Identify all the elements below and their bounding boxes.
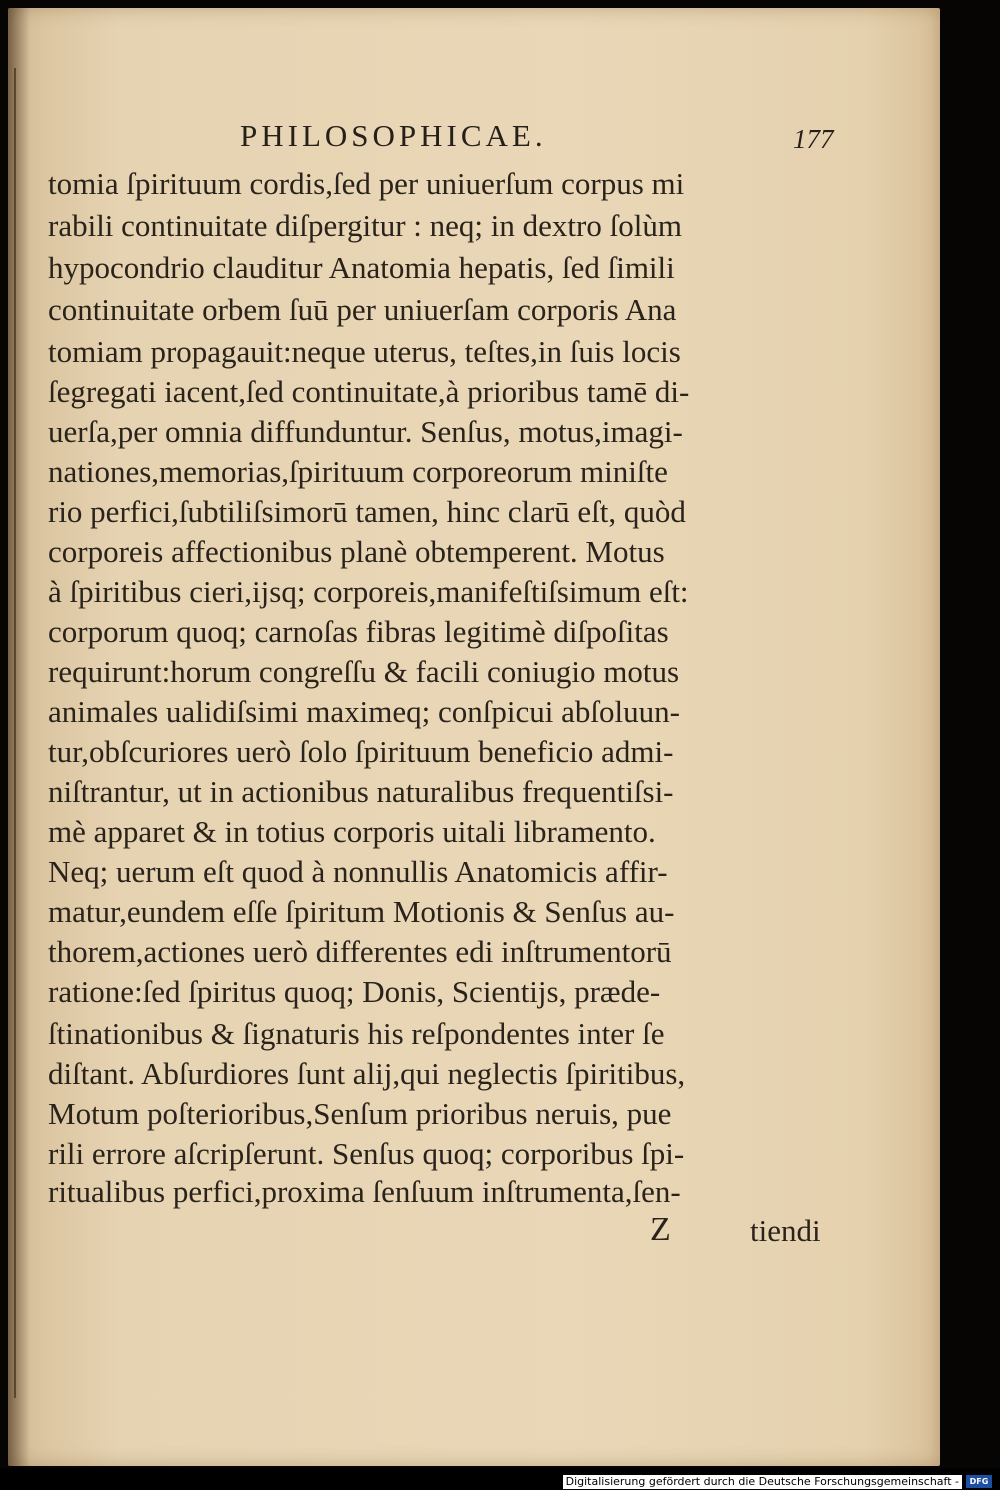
running-head: PHILOSOPHICAE. <box>240 118 547 153</box>
text-line: uerſa,per omnia diffunduntur. Senſus, motus,imagi- <box>48 414 683 449</box>
text-line: animales ualidiſsimi maximeq; conſpicui abſoluun- <box>48 694 680 729</box>
text-line: niſtrantur, ut in actionibus naturalibus frequentiſsi- <box>48 774 674 809</box>
text-line: diſtant. Abſurdiores ſunt alij,qui neglectis ſpiritibus, <box>48 1056 686 1091</box>
text-line: mè apparet & in totius corporis uitali libramento. <box>48 814 656 849</box>
text-line: requirunt:horum congreſſu & facili coniugio motus <box>48 654 680 689</box>
book-page <box>8 8 940 1466</box>
digitization-credit: Digitalisierung gefördert durch die Deutsche Forschungsgemeinschaft - <box>563 1475 962 1489</box>
page-number: 177 <box>793 124 834 154</box>
text-line: ratione:ſed ſpiritus quoq; Donis, Scientijs, præde- <box>48 974 661 1009</box>
signature-mark: Z <box>650 1211 671 1248</box>
text-line: tomia ſpirituum cordis,ſed per uniuerſum corpus mi <box>48 166 685 201</box>
text-line: à ſpiritibus cieri,ijsq; corporeis,manifeſtiſsimum eſt: <box>48 574 689 609</box>
text-line: Motum poſterioribus,Senſum prioribus neruis, pue <box>48 1096 672 1131</box>
text-line: matur,eundem eſſe ſpiritum Motionis & Senſus au- <box>48 894 675 929</box>
text-line: tur,obſcuriores uerò ſolo ſpirituum beneficio admi- <box>48 734 674 769</box>
text-line: tomiam propagauit:neque uterus, teſtes,in ſuis locis <box>48 334 681 369</box>
text-line: nationes,memorias,ſpirituum corporeorum miniſte <box>48 454 668 489</box>
text-line: Neq; uerum eſt quod à nonnullis Anatomicis affir- <box>48 854 668 889</box>
text-line: continuitate orbem ſuū per uniuerſam corporis Ana <box>48 292 677 327</box>
text-line: hypocondrio clauditur Anatomia hepatis, ſed ſimili <box>48 250 675 285</box>
text-line: rili errore aſcripſerunt. Senſus quoq; corporibus ſpi- <box>48 1136 685 1171</box>
text-line: ritualibus perfici,proxima ſenſuum inſtrumenta,ſen- <box>48 1174 681 1209</box>
gutter-shadow <box>8 8 30 1466</box>
text-line: corporum quoq; carnoſas fibras legitimè diſpoſitas <box>48 614 669 649</box>
text-line: rabili continuitate diſpergitur : neq; in dextro ſolùm <box>48 208 682 243</box>
text-line: corporeis affectionibus planè obtemperent. Motus <box>48 534 665 569</box>
text-line: ſegregati iacent,ſed continuitate,à prioribus tamē di- <box>48 374 690 409</box>
dfg-logo: DFG <box>966 1475 992 1488</box>
text-line: ſtinationibus & ſignaturis his reſpondentes inter ſe <box>48 1016 665 1051</box>
gutter-line <box>14 68 16 1398</box>
text-line: rio perfici,ſubtiliſsimorū tamen, hinc clarū eſt, quòd <box>48 494 686 529</box>
text-line: thorem,actiones uerò differentes edi inſtrumentorū <box>48 934 672 969</box>
catchword: tiendi <box>750 1213 821 1248</box>
